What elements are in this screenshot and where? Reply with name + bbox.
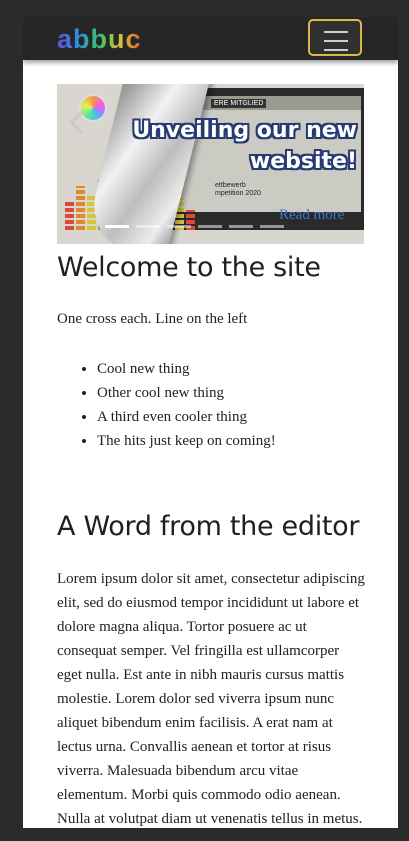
site-logo[interactable]: abbuc — [57, 26, 153, 52]
carousel-indicator[interactable] — [136, 225, 160, 228]
carousel-indicator[interactable] — [167, 225, 191, 228]
slide-caption: Unveiling our new website! — [132, 118, 357, 174]
equalizer-bar — [76, 186, 85, 230]
equalizer-bar — [65, 200, 74, 230]
page — [23, 17, 398, 828]
editor-body: Lorem ipsum dolor sit amet, consectetur adipiscing elit, sed do eiusmod tempor incididunt ut labore et dolore magna aliqua. Tortor posuere ac ut consequat semper. Vel fringilla est ullamcorper eget nulla. Est ante in nibh mauris cursus mattis molestie. Lorem dolor sed viverra ipsum nunc aliquet bibendum enim facilisis. A erat nam at lectus urna. Convallis aenean et tortor at risus viverra. Malesuada bibendum arcu vitae elementum. Morbi quis commodo odio aenean. Nulla at volutpat diam ut venenatis tellus in metus. — [57, 571, 365, 827]
list-item: • A third even cooler thing — [97, 405, 364, 429]
list-item: • Other cool new thing — [97, 381, 364, 405]
hero-carousel[interactable] — [57, 84, 364, 244]
welcome-intro: One cross each. Line on the left — [57, 311, 248, 327]
carousel-indicator[interactable] — [198, 225, 222, 228]
menu-toggle-button[interactable] — [308, 19, 362, 56]
carousel-indicator[interactable] — [229, 225, 253, 228]
feature-list — [57, 357, 364, 453]
carousel-indicators — [105, 215, 291, 233]
list-item: • The hits just keep on coming! — [97, 429, 364, 453]
hamburger-icon — [324, 31, 348, 58]
navbar — [23, 17, 398, 60]
editor-heading: A Word from the editor — [57, 511, 360, 542]
read-more-link[interactable]: Read more — [279, 207, 345, 223]
member-tag: ERE MITGLIED — [211, 99, 266, 108]
carousel-indicator[interactable] — [260, 225, 284, 228]
welcome-heading: Welcome to the site — [57, 252, 321, 283]
list-item: • Cool new thing — [97, 357, 364, 381]
carousel-indicator[interactable] — [105, 225, 129, 228]
competition-banner: ettbewerb mpetition 2020 — [215, 182, 261, 197]
